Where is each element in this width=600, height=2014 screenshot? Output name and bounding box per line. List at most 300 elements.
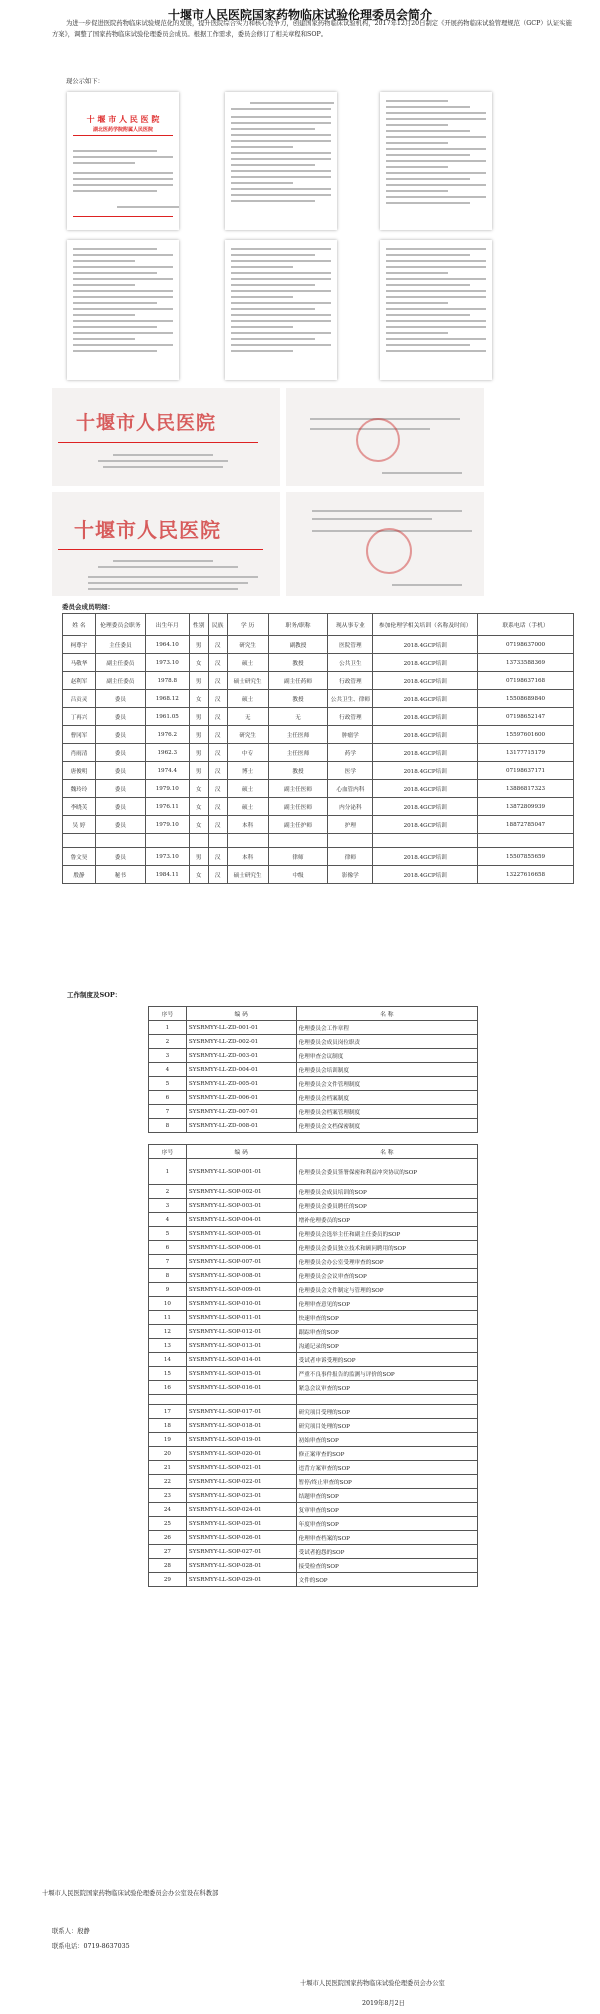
member-row — [63, 834, 574, 848]
sop-row-cell: 初始审查的SOP — [296, 1433, 477, 1447]
sop-row — [149, 1461, 478, 1475]
member-row-cell: 硕士 — [227, 654, 268, 672]
sop-row-cell: SYSRMYY-LL-SOP-009-01 — [186, 1283, 296, 1297]
sop-row-cell: 研究项目受理的SOP — [296, 1405, 477, 1419]
member-row-cell: 委员 — [95, 816, 145, 834]
sop-col-code: 编 码 — [186, 1145, 296, 1159]
member-row-cell: 2018.4GCP培训 — [373, 690, 478, 708]
member-row-cell: 13733588369 — [478, 654, 574, 672]
member-row-cell: 汉 — [208, 654, 227, 672]
member-row-cell: 硕士 — [227, 798, 268, 816]
sop-row-cell: 年度审查的SOP — [296, 1517, 477, 1531]
member-row-cell: 殷静 — [63, 866, 96, 884]
page-title: 十堰市人民医院国家药物临床试验伦理委员会简介 — [167, 8, 432, 22]
sop-row — [149, 1545, 478, 1559]
member-row-cell: 无 — [227, 708, 268, 726]
sop-row-cell: SYSRMYY-LL-SOP-012-01 — [186, 1325, 296, 1339]
sop-row-cell: 19 — [149, 1433, 187, 1447]
members-section-label: 委员会成员明细： — [62, 603, 114, 611]
member-row-cell: 男 — [189, 708, 208, 726]
member-row-cell: 1979.10 — [145, 780, 189, 798]
rule-row — [149, 1063, 478, 1077]
sop-row — [149, 1447, 478, 1461]
rule-row-cell: 3 — [149, 1049, 187, 1063]
sop-row-cell: 27 — [149, 1545, 187, 1559]
member-row-cell: 2018.4GCP培训 — [373, 866, 478, 884]
member-row-cell: 2018.4GCP培训 — [373, 708, 478, 726]
sop-row — [149, 1227, 478, 1241]
sop-row-cell: 受试者抱怨的SOP — [296, 1545, 477, 1559]
col-gender: 性别 — [189, 614, 208, 636]
member-row-cell — [478, 834, 574, 848]
member-row-cell: 15508689840 — [478, 690, 574, 708]
sop-row-cell: SYSRMYY-LL-SOP-003-01 — [186, 1199, 296, 1213]
rule-row-cell: 伦理委员会工作章程 — [296, 1021, 477, 1035]
sop-row — [149, 1353, 478, 1367]
member-row-cell: 无 — [268, 708, 328, 726]
member-row — [63, 866, 574, 884]
member-row-cell — [227, 834, 268, 848]
sop-row-cell — [186, 1395, 296, 1405]
rule-row-cell: 伦理委员会文件管理制度 — [296, 1077, 477, 1091]
member-row-cell — [268, 834, 328, 848]
sop-row-cell: 12 — [149, 1325, 187, 1339]
sop-row — [149, 1475, 478, 1489]
footer-contact: 联系人：殷静 — [52, 1928, 90, 1935]
member-row — [63, 690, 574, 708]
sop-row-cell: 1 — [149, 1159, 187, 1185]
member-row-cell: 女 — [189, 816, 208, 834]
sop-row-cell: 17 — [149, 1405, 187, 1419]
sop-row-cell: 21 — [149, 1461, 187, 1475]
sop-row-cell: 3 — [149, 1199, 187, 1213]
sop-row-cell: SYSRMYY-LL-SOP-006-01 — [186, 1241, 296, 1255]
sop-row — [149, 1199, 478, 1213]
col-training: 参加伦理学相关培训（名称及时间） — [373, 614, 478, 636]
member-row — [63, 726, 574, 744]
sop-row-cell: SYSRMYY-LL-SOP-020-01 — [186, 1447, 296, 1461]
sop-row-cell: SYSRMYY-LL-SOP-004-01 — [186, 1213, 296, 1227]
photo-red-title-2: 十堰市人民医院 — [74, 518, 221, 542]
member-row-cell: 男 — [189, 636, 208, 654]
sop-row-cell: 18 — [149, 1419, 187, 1433]
sop-row-cell: 16 — [149, 1381, 187, 1395]
col-phone: 联系电话（手机） — [478, 614, 574, 636]
sop-row-cell: 伦理委员会文件制定与管理的SOP — [296, 1283, 477, 1297]
sop-row — [149, 1325, 478, 1339]
sop-row-cell: SYSRMYY-LL-SOP-014-01 — [186, 1353, 296, 1367]
member-row-cell: 副主任委员 — [95, 654, 145, 672]
col-title: 职务/职称 — [268, 614, 328, 636]
sop-row-cell: 15 — [149, 1367, 187, 1381]
sop-row-cell: 受试者申诉受理的SOP — [296, 1353, 477, 1367]
member-row-cell: 汉 — [208, 708, 227, 726]
member-row-cell: 副主任医师 — [268, 798, 328, 816]
sop-row — [149, 1559, 478, 1573]
member-row-cell: 曹冈军 — [63, 726, 96, 744]
member-row-cell: 魏玲玲 — [63, 780, 96, 798]
member-row-cell: 女 — [189, 780, 208, 798]
member-row-cell: 副主任委员 — [95, 672, 145, 690]
sop-row-cell: 6 — [149, 1241, 187, 1255]
sop-row — [149, 1531, 478, 1545]
rule-row-cell: SYSRMYY-LL-ZD-007-01 — [186, 1105, 296, 1119]
member-row-cell: 1973.10 — [145, 654, 189, 672]
member-row-cell: 研究生 — [227, 726, 268, 744]
member-row-cell: 丁再兴 — [63, 708, 96, 726]
member-row-cell: 07198652147 — [478, 708, 574, 726]
intro-paragraph: 为进一步促进医院药物临床试验规范化的发展，提升医院综合实力和核心竞争力，创建国家药物临床试验机构，2017年12月20日制定《开展药物临床试验管理规范（GCP）认证实施方案》，调整了国家药物临床试验伦理委员会成员。根据工作需求，委员会修订了相关章程和SOP。 — [52, 20, 572, 38]
rule-row-cell: 伦理委员会成员岗位职责 — [296, 1035, 477, 1049]
member-row-cell: 教授 — [268, 690, 328, 708]
member-row — [63, 672, 574, 690]
sop-row-cell: SYSRMYY-LL-SOP-027-01 — [186, 1545, 296, 1559]
member-row-cell: 律师 — [268, 848, 328, 866]
sop-row-cell: 跟踪审查的SOP — [296, 1325, 477, 1339]
sop-row — [149, 1241, 478, 1255]
sop-row-cell: 违背方案审查的SOP — [296, 1461, 477, 1475]
sop-row-cell: 5 — [149, 1227, 187, 1241]
sop-row — [149, 1489, 478, 1503]
rule-row — [149, 1077, 478, 1091]
member-row-cell: 行政管理 — [328, 708, 373, 726]
member-row-cell: 男 — [189, 848, 208, 866]
sop-row-cell: 伦理委员会选举主任和副主任委员的SOP — [296, 1227, 477, 1241]
member-row-cell: 吕贡灵 — [63, 690, 96, 708]
sop-row-cell: 13 — [149, 1339, 187, 1353]
member-row-cell: 委员 — [95, 798, 145, 816]
member-row-cell: 13872809939 — [478, 798, 574, 816]
sop-row-cell: 增补伦理委员的SOP — [296, 1213, 477, 1227]
sop-row — [149, 1213, 478, 1227]
rule-row-cell: 5 — [149, 1077, 187, 1091]
rule-row-cell: 伦理委员会文档保密制度 — [296, 1119, 477, 1133]
member-row-cell: 18872785047 — [478, 816, 574, 834]
member-row-cell: 汉 — [208, 690, 227, 708]
member-row-cell: 1962.3 — [145, 744, 189, 762]
member-row-cell: 中级 — [268, 866, 328, 884]
member-row-cell: 15597601600 — [478, 726, 574, 744]
member-row-cell: 唐俊明 — [63, 762, 96, 780]
rule-row-cell: 2 — [149, 1035, 187, 1049]
member-row-cell: 副主任药师 — [268, 672, 328, 690]
member-row-cell: 主任医师 — [268, 744, 328, 762]
footer-sign: 十堰市人民医院国家药物临床试验伦理委员会办公室 — [300, 1980, 445, 1987]
scan-document-5 — [225, 240, 337, 380]
member-row-cell: 中专 — [227, 744, 268, 762]
sop-row-cell: 14 — [149, 1353, 187, 1367]
intro-notice: 现公示如下： — [66, 78, 104, 85]
members-header-row — [63, 614, 574, 636]
member-row-cell: 柯尊宇 — [63, 636, 96, 654]
sop-row-cell: SYSRMYY-LL-SOP-026-01 — [186, 1531, 296, 1545]
sop-row-cell: 11 — [149, 1311, 187, 1325]
sop-header-row — [149, 1145, 478, 1159]
sop-row — [149, 1339, 478, 1353]
member-row-cell: 汉 — [208, 816, 227, 834]
member-row-cell: 13227616658 — [478, 866, 574, 884]
member-row-cell: 07198637000 — [478, 636, 574, 654]
member-row-cell — [373, 834, 478, 848]
member-row-cell: 1976.11 — [145, 798, 189, 816]
scan-red-subhead: 湖北医药学院附属人民医院 — [92, 127, 153, 133]
sop-row-cell: 25 — [149, 1517, 187, 1531]
rule-row-cell: SYSRMYY-LL-ZD-003-01 — [186, 1049, 296, 1063]
rule-row — [149, 1035, 478, 1049]
member-row-cell: 男 — [189, 762, 208, 780]
sop-row — [149, 1405, 478, 1419]
member-row-cell: 汉 — [208, 780, 227, 798]
sop-row-cell: 接受检查的SOP — [296, 1559, 477, 1573]
sop-row-cell: SYSRMYY-LL-SOP-002-01 — [186, 1185, 296, 1199]
member-row-cell: 硕士 — [227, 780, 268, 798]
sop-row-cell: SYSRMYY-LL-SOP-022-01 — [186, 1475, 296, 1489]
sop-row — [149, 1419, 478, 1433]
member-row-cell: 鲁文昊 — [63, 848, 96, 866]
member-row-cell: 公共卫生、律师 — [328, 690, 373, 708]
sop-row-cell: 7 — [149, 1255, 187, 1269]
member-row-cell — [95, 834, 145, 848]
sop-row-cell: 快速审查的SOP — [296, 1311, 477, 1325]
member-row-cell: 男 — [189, 744, 208, 762]
scan-document-4 — [67, 240, 179, 380]
member-row-cell: 13177715179 — [478, 744, 574, 762]
rules-table — [148, 1006, 478, 1133]
member-row-cell — [328, 834, 373, 848]
sop-row-cell: SYSRMYY-LL-SOP-010-01 — [186, 1297, 296, 1311]
member-row-cell: 教授 — [268, 654, 328, 672]
sop-row-cell: 20 — [149, 1447, 187, 1461]
sop-row-cell: 伦理委员会委员聘任的SOP — [296, 1199, 477, 1213]
sop-row-cell: SYSRMYY-LL-SOP-011-01 — [186, 1311, 296, 1325]
sop-row-cell: 严重不良事件报告的监测与评价的SOP — [296, 1367, 477, 1381]
member-row-cell: 15507855659 — [478, 848, 574, 866]
member-row-cell: 药学 — [328, 744, 373, 762]
member-row-cell: 研究生 — [227, 636, 268, 654]
col-major: 现从事专业 — [328, 614, 373, 636]
col-ethnic: 民族 — [208, 614, 227, 636]
member-row-cell: 委员 — [95, 848, 145, 866]
member-row-cell: 女 — [189, 690, 208, 708]
member-row-cell: 委员 — [95, 762, 145, 780]
rule-row-cell: 8 — [149, 1119, 187, 1133]
member-row-cell: 07198637168 — [478, 672, 574, 690]
rule-row-cell: 伦理委员会培训制度 — [296, 1063, 477, 1077]
member-row-cell: 2018.4GCP培训 — [373, 636, 478, 654]
sop-row-cell: 23 — [149, 1489, 187, 1503]
members-table — [62, 613, 574, 884]
sop-row-cell: 2 — [149, 1185, 187, 1199]
sop-row-cell: 伦理委员会委员独立技术和顾问聘用的SOP — [296, 1241, 477, 1255]
rule-row-cell: SYSRMYY-LL-ZD-002-01 — [186, 1035, 296, 1049]
scan-document-3 — [380, 92, 492, 230]
member-row-cell: 1968.12 — [145, 690, 189, 708]
member-row-cell: 医院管理 — [328, 636, 373, 654]
member-row-cell — [145, 834, 189, 848]
rule-row-cell: 伦理委员会档案管理制度 — [296, 1105, 477, 1119]
member-row-cell: 律师 — [328, 848, 373, 866]
member-row-cell: 2018.4GCP培训 — [373, 654, 478, 672]
photo-document-3 — [52, 492, 280, 596]
sop-row-cell: 29 — [149, 1573, 187, 1587]
sys-header-row — [149, 1007, 478, 1021]
rule-row-cell: 6 — [149, 1091, 187, 1105]
footer-office: 十堰市人民医院国家药物临床试验伦理委员会办公室设在科教部 — [42, 1890, 219, 1897]
member-row-cell: 汉 — [208, 848, 227, 866]
sop-row-cell: 结题审查的SOP — [296, 1489, 477, 1503]
member-row — [63, 816, 574, 834]
member-row-cell: 1974.4 — [145, 762, 189, 780]
member-row-cell: 2018.4GCP培训 — [373, 672, 478, 690]
member-row-cell: 1964.10 — [145, 636, 189, 654]
member-row-cell: 副主任护师 — [268, 816, 328, 834]
sys-col-code: 编 码 — [186, 1007, 296, 1021]
rule-row — [149, 1091, 478, 1105]
sop-row-cell: SYSRMYY-LL-SOP-017-01 — [186, 1405, 296, 1419]
sop-row-cell: 10 — [149, 1297, 187, 1311]
member-row-cell: 吴 婷 — [63, 816, 96, 834]
col-name: 姓 名 — [63, 614, 96, 636]
member-row-cell: 委员 — [95, 780, 145, 798]
member-row-cell: 委员 — [95, 726, 145, 744]
footer-date: 2019年8月2日 — [362, 2000, 405, 2007]
member-row-cell — [63, 834, 96, 848]
sop-row-cell: 伦理委员会成员培训的SOP — [296, 1185, 477, 1199]
sop-row-cell: 26 — [149, 1531, 187, 1545]
col-role: 伦理委员会职务 — [95, 614, 145, 636]
sop-row-cell: 复审审查的SOP — [296, 1503, 477, 1517]
rule-row — [149, 1119, 478, 1133]
member-row-cell: 影像学 — [328, 866, 373, 884]
member-row-cell: 1976.2 — [145, 726, 189, 744]
sop-row-cell: 研究项目处理的SOP — [296, 1419, 477, 1433]
sop-row-cell: SYSRMYY-LL-SOP-001-01 — [186, 1159, 296, 1185]
sop-row — [149, 1395, 478, 1405]
member-row-cell: 男 — [189, 726, 208, 744]
rule-row-cell: SYSRMYY-LL-ZD-005-01 — [186, 1077, 296, 1091]
sop-row — [149, 1311, 478, 1325]
member-row — [63, 708, 574, 726]
rule-row-cell: 4 — [149, 1063, 187, 1077]
scan-red-head: 十 堰 市 人 民 医 院 — [86, 114, 160, 124]
member-row-cell: 肿瘤学 — [328, 726, 373, 744]
sop-table — [148, 1144, 478, 1587]
member-row-cell: 行政管理 — [328, 672, 373, 690]
sop-row-cell: 紧急会议审查的SOP — [296, 1381, 477, 1395]
member-row — [63, 636, 574, 654]
sop-row-cell: 伦理委员会办公室受理审查的SOP — [296, 1255, 477, 1269]
member-row-cell: 主任委员 — [95, 636, 145, 654]
member-row-cell: 主任医师 — [268, 726, 328, 744]
member-row-cell: 委员 — [95, 744, 145, 762]
photo-document-1 — [52, 388, 280, 486]
rule-row-cell: SYSRMYY-LL-ZD-008-01 — [186, 1119, 296, 1133]
sop-row-cell: SYSRMYY-LL-SOP-013-01 — [186, 1339, 296, 1353]
member-row-cell: 07198637171 — [478, 762, 574, 780]
member-row-cell: 医学 — [328, 762, 373, 780]
member-row-cell: 2018.4GCP培训 — [373, 816, 478, 834]
scan-document-1 — [67, 92, 179, 230]
sop-row-cell: 9 — [149, 1283, 187, 1297]
member-row — [63, 744, 574, 762]
member-row-cell: 汉 — [208, 866, 227, 884]
member-row-cell: 本科 — [227, 816, 268, 834]
sop-row-cell: SYSRMYY-LL-SOP-028-01 — [186, 1559, 296, 1573]
sop-row-cell: SYSRMYY-LL-SOP-021-01 — [186, 1461, 296, 1475]
col-birth: 出生年月 — [145, 614, 189, 636]
sop-row-cell: SYSRMYY-LL-SOP-018-01 — [186, 1419, 296, 1433]
member-row-cell: 2018.4GCP培训 — [373, 780, 478, 798]
sop-row-cell: SYSRMYY-LL-SOP-023-01 — [186, 1489, 296, 1503]
photo-red-title: 十堰市人民医院 — [76, 412, 217, 434]
rule-row-cell: 伦理委员会档案制度 — [296, 1091, 477, 1105]
sop-row-cell — [296, 1395, 477, 1405]
member-row-cell: 1984.11 — [145, 866, 189, 884]
member-row — [63, 798, 574, 816]
member-row — [63, 780, 574, 798]
member-row — [63, 654, 574, 672]
member-row-cell: 副教授 — [268, 636, 328, 654]
member-row-cell: 博士 — [227, 762, 268, 780]
sop-row — [149, 1433, 478, 1447]
member-row-cell: 女 — [189, 798, 208, 816]
sop-row-cell: 伦理委员会委员签署保密和利益冲突协议的SOP — [296, 1159, 477, 1185]
sop-row-cell: 22 — [149, 1475, 187, 1489]
scan-document-2 — [225, 92, 337, 230]
sop-row — [149, 1503, 478, 1517]
member-row-cell: 心血管内科 — [328, 780, 373, 798]
member-row-cell: 硕士研究生 — [227, 866, 268, 884]
sop-row-cell: SYSRMYY-LL-SOP-025-01 — [186, 1517, 296, 1531]
sop-row — [149, 1573, 478, 1587]
member-row — [63, 848, 574, 866]
sys-section-label: 工作制度及SOP： — [67, 991, 122, 999]
member-row-cell: 公共卫生 — [328, 654, 373, 672]
photo-document-4 — [286, 492, 484, 596]
rule-row-cell: SYSRMYY-LL-ZD-004-01 — [186, 1063, 296, 1077]
member-row-cell: 秘书 — [95, 866, 145, 884]
sop-row-cell: 伦理审查档案的SOP — [296, 1531, 477, 1545]
sop-row-cell: SYSRMYY-LL-SOP-007-01 — [186, 1255, 296, 1269]
rule-row-cell: SYSRMYY-LL-ZD-006-01 — [186, 1091, 296, 1105]
member-row-cell: 1978.8 — [145, 672, 189, 690]
member-row-cell: 本科 — [227, 848, 268, 866]
member-row-cell: 硕士研究生 — [227, 672, 268, 690]
member-row-cell: 马敬华 — [63, 654, 96, 672]
sys-col-name: 名 称 — [296, 1007, 477, 1021]
member-row-cell: 汉 — [208, 798, 227, 816]
member-row-cell: 汉 — [208, 744, 227, 762]
sop-col-name: 名 称 — [296, 1145, 477, 1159]
rule-row-cell: 1 — [149, 1021, 187, 1035]
sop-row — [149, 1283, 478, 1297]
member-row-cell: 护理 — [328, 816, 373, 834]
sop-row — [149, 1381, 478, 1395]
sop-row-cell: SYSRMYY-LL-SOP-019-01 — [186, 1433, 296, 1447]
member-row-cell: 汉 — [208, 672, 227, 690]
sop-row-cell: 暂停/终止审查的SOP — [296, 1475, 477, 1489]
member-row-cell: 硕士 — [227, 690, 268, 708]
sop-row-cell — [149, 1395, 187, 1405]
sop-row-cell: 文件的SOP — [296, 1573, 477, 1587]
sop-row — [149, 1269, 478, 1283]
sop-row — [149, 1255, 478, 1269]
rule-row — [149, 1021, 478, 1035]
member-row-cell: 2018.4GCP培训 — [373, 762, 478, 780]
sop-row-cell: 8 — [149, 1269, 187, 1283]
member-row-cell — [189, 834, 208, 848]
member-row-cell: 女 — [189, 654, 208, 672]
